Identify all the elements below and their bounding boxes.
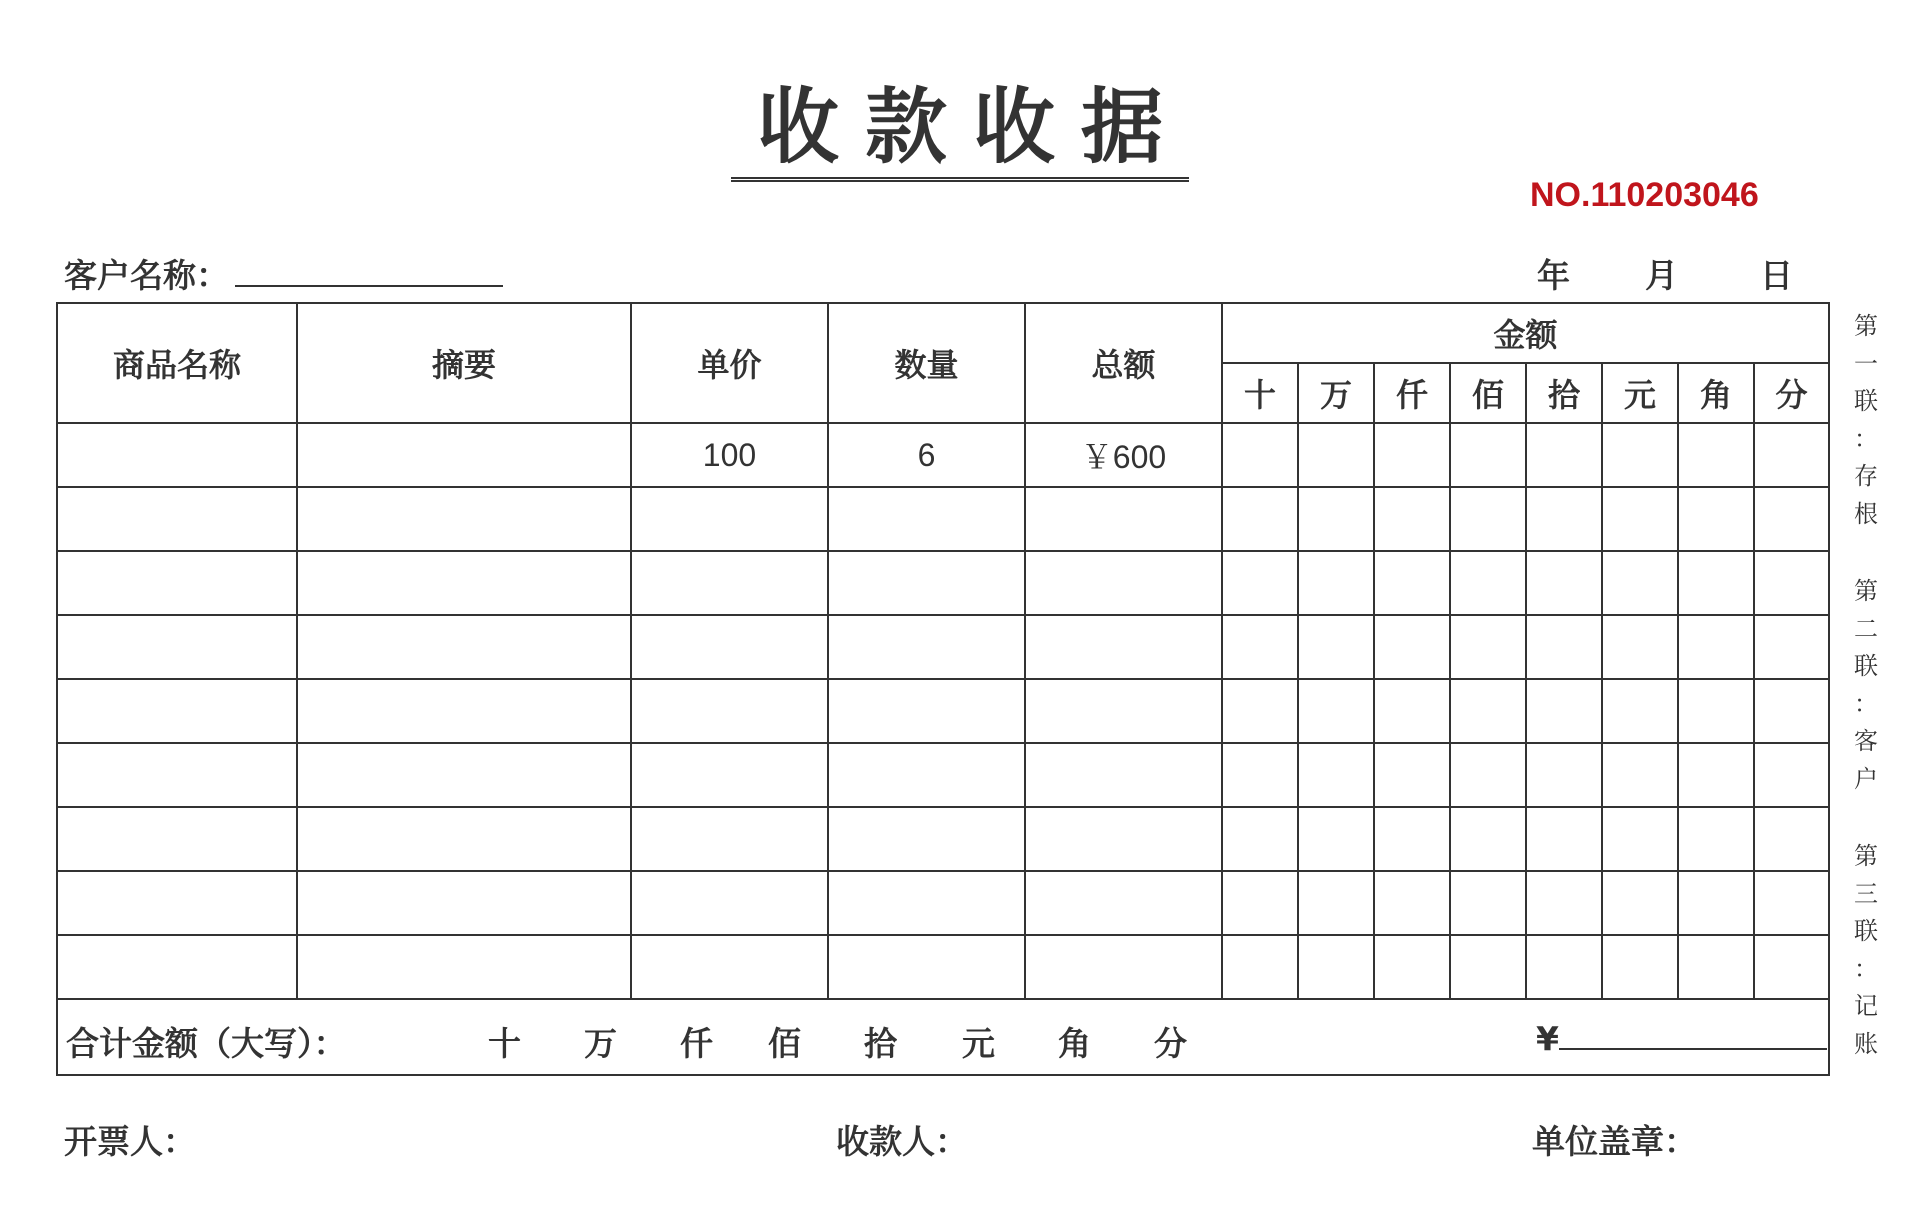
total-amount-label: 合计金额（大写）：	[66, 1024, 347, 1063]
copy-note-char: 客	[1854, 727, 1878, 755]
cell-unit-price[interactable]	[631, 807, 828, 871]
cell-product-name[interactable]	[57, 935, 297, 999]
cell-amount-digit[interactable]	[1526, 423, 1602, 487]
cell-total[interactable]	[1025, 871, 1222, 935]
customer-name-field	[64, 250, 503, 297]
cell-amount-digit[interactable]	[1526, 487, 1602, 551]
cell-amount-digit[interactable]	[1298, 871, 1374, 935]
cell-amount-digit[interactable]	[1374, 423, 1450, 487]
total-unit-label: 十	[488, 1024, 521, 1063]
cell-unit-price[interactable]	[631, 551, 828, 615]
cell-amount-digit[interactable]	[1526, 743, 1602, 807]
copy-note-char: 户	[1854, 764, 1878, 793]
customer-name-label: 客户名称：	[64, 256, 229, 295]
cell-amount-digit[interactable]	[1450, 551, 1526, 615]
cell-amount-digit[interactable]	[1526, 551, 1602, 615]
cell-amount-digit[interactable]	[1602, 423, 1678, 487]
cell-amount-digit[interactable]	[1374, 807, 1450, 871]
table-row	[57, 679, 1829, 743]
cell-amount-digit[interactable]	[1678, 615, 1754, 679]
cell-amount-digit[interactable]	[1374, 935, 1450, 999]
copy-note-char: 存	[1854, 462, 1878, 490]
cell-amount-digit[interactable]	[1602, 871, 1678, 935]
copy-note-char: 联	[1854, 387, 1878, 415]
cell-amount-digit[interactable]	[1526, 871, 1602, 935]
table-row	[57, 807, 1829, 871]
cell-summary[interactable]	[297, 551, 631, 615]
cell-total[interactable]	[1025, 935, 1222, 999]
cell-amount-digit[interactable]	[1374, 871, 1450, 935]
total-amount-cell	[57, 999, 1829, 1075]
cell-amount-digit[interactable]	[1754, 551, 1829, 615]
cell-amount-digit[interactable]	[1602, 615, 1678, 679]
cell-amount-digit[interactable]	[1526, 807, 1602, 871]
cell-quantity[interactable]	[828, 743, 1025, 807]
cell-amount-digit[interactable]	[1678, 679, 1754, 743]
receipt-number: NO.110203046	[1530, 176, 1759, 214]
receipt-title: 收款收据	[0, 62, 1920, 179]
cell-summary[interactable]	[297, 871, 631, 935]
amount-unit-ten: 十	[1222, 363, 1298, 423]
cell-total[interactable]	[1025, 487, 1222, 551]
cell-amount-digit[interactable]	[1450, 487, 1526, 551]
cell-amount-digit[interactable]	[1754, 807, 1829, 871]
cell-amount-digit[interactable]	[1450, 743, 1526, 807]
cell-amount-digit[interactable]	[1374, 615, 1450, 679]
copy-note	[1846, 573, 1886, 798]
issuer-label: 开票人：	[64, 1122, 196, 1161]
copy-note-char: 记	[1854, 992, 1878, 1020]
date-day-label: 日	[1760, 256, 1793, 295]
header-total: 总额	[1025, 303, 1222, 423]
copy-note-char: 联	[1854, 917, 1878, 945]
cell-amount-digit[interactable]	[1678, 487, 1754, 551]
cell-amount-digit[interactable]	[1450, 871, 1526, 935]
cell-amount-digit[interactable]	[1754, 615, 1829, 679]
table-row	[57, 487, 1829, 551]
amount-unit-yuan: 元	[1602, 363, 1678, 423]
cell-unit-price[interactable]	[631, 935, 828, 999]
cell-product-name[interactable]	[57, 871, 297, 935]
total-unit-label: 分	[1154, 1024, 1187, 1063]
cell-unit-price[interactable]	[631, 871, 828, 935]
cell-amount-digit[interactable]	[1298, 679, 1374, 743]
cell-amount-digit[interactable]	[1298, 487, 1374, 551]
amount-unit-fen: 分	[1754, 363, 1829, 423]
cell-amount-digit[interactable]	[1222, 807, 1298, 871]
cell-product-name[interactable]	[57, 487, 297, 551]
cell-amount-digit[interactable]	[1754, 935, 1829, 999]
cell-product-name[interactable]	[57, 423, 297, 487]
cell-quantity[interactable]	[828, 551, 1025, 615]
cell-amount-digit[interactable]	[1298, 615, 1374, 679]
copy-note	[1846, 308, 1886, 533]
cell-quantity[interactable]: 6	[828, 423, 1025, 487]
cell-unit-price[interactable]	[631, 487, 828, 551]
cell-amount-digit[interactable]	[1754, 423, 1829, 487]
copy-note-char: ：	[1854, 954, 1878, 983]
total-unit-label: 万	[584, 1024, 617, 1063]
copy-note-char: 一	[1854, 349, 1878, 378]
copy-note-char: 三	[1854, 879, 1878, 908]
cell-product-name[interactable]	[57, 743, 297, 807]
cell-unit-price[interactable]	[631, 679, 828, 743]
cell-summary[interactable]	[297, 935, 631, 999]
cell-amount-digit[interactable]	[1450, 679, 1526, 743]
receipt-table	[56, 302, 1830, 1076]
cell-total[interactable]: ￥600	[1025, 423, 1222, 487]
cell-amount-digit[interactable]	[1222, 679, 1298, 743]
cell-summary[interactable]	[297, 615, 631, 679]
header-unit-price: 单价	[631, 303, 828, 423]
cell-amount-digit[interactable]	[1374, 487, 1450, 551]
cell-total[interactable]	[1025, 679, 1222, 743]
cell-amount-digit[interactable]	[1754, 743, 1829, 807]
table-row	[57, 871, 1829, 935]
header-amount: 金额	[1222, 303, 1829, 363]
cell-unit-price[interactable]	[631, 615, 828, 679]
cell-summary[interactable]	[297, 807, 631, 871]
total-row	[57, 999, 1829, 1075]
cell-amount-digit[interactable]	[1602, 935, 1678, 999]
cell-amount-digit[interactable]	[1678, 807, 1754, 871]
copy-note	[1846, 838, 1886, 1063]
cell-amount-digit[interactable]	[1678, 935, 1754, 999]
cell-amount-digit[interactable]	[1374, 551, 1450, 615]
total-unit-label: 角	[1058, 1024, 1091, 1063]
copy-note-char: ：	[1854, 424, 1878, 453]
cell-total[interactable]	[1025, 615, 1222, 679]
cell-amount-digit[interactable]	[1678, 871, 1754, 935]
cell-amount-digit[interactable]	[1602, 679, 1678, 743]
payee-label: 收款人：	[836, 1122, 968, 1161]
amount-unit-ten-thousand: 万	[1298, 363, 1374, 423]
cell-amount-digit[interactable]	[1222, 935, 1298, 999]
cell-amount-digit[interactable]	[1526, 615, 1602, 679]
cell-amount-digit[interactable]	[1754, 487, 1829, 551]
cell-amount-digit[interactable]	[1754, 871, 1829, 935]
cell-amount-digit[interactable]	[1526, 935, 1602, 999]
cell-product-name[interactable]	[57, 551, 297, 615]
cell-amount-digit[interactable]	[1222, 487, 1298, 551]
cell-summary[interactable]	[297, 423, 631, 487]
cell-total[interactable]	[1025, 551, 1222, 615]
cell-amount-digit[interactable]	[1222, 551, 1298, 615]
copy-note-char: 二	[1854, 614, 1878, 643]
cell-summary[interactable]	[297, 743, 631, 807]
cell-summary[interactable]	[297, 679, 631, 743]
cell-amount-digit[interactable]	[1678, 743, 1754, 807]
date-year-label: 年	[1537, 256, 1570, 295]
company-seal-label: 单位盖章：	[1532, 1122, 1697, 1161]
cell-amount-digit[interactable]	[1754, 679, 1829, 743]
cell-amount-digit[interactable]	[1374, 743, 1450, 807]
copy-note-char: 第	[1854, 577, 1878, 605]
copy-note-char: 账	[1854, 1029, 1878, 1058]
total-numeric-field[interactable]	[1536, 1018, 1827, 1058]
header-product-name: 商品名称	[57, 303, 297, 423]
cell-total[interactable]	[1025, 743, 1222, 807]
table-row	[57, 743, 1829, 807]
cell-total[interactable]	[1025, 807, 1222, 871]
cell-unit-price[interactable]: 100	[631, 423, 828, 487]
cell-quantity[interactable]	[828, 935, 1025, 999]
cell-amount-digit[interactable]	[1602, 743, 1678, 807]
amount-unit-jiao: 角	[1678, 363, 1754, 423]
cell-unit-price[interactable]	[631, 743, 828, 807]
cell-amount-digit[interactable]	[1602, 807, 1678, 871]
cell-quantity[interactable]	[828, 871, 1025, 935]
copy-note-char: 根	[1854, 499, 1878, 528]
cell-amount-digit[interactable]	[1602, 487, 1678, 551]
cell-amount-digit[interactable]	[1298, 743, 1374, 807]
table-row	[57, 615, 1829, 679]
copy-note-char: ：	[1854, 689, 1878, 718]
cell-amount-digit[interactable]	[1450, 807, 1526, 871]
cell-amount-digit[interactable]	[1298, 423, 1374, 487]
cell-amount-digit[interactable]	[1222, 423, 1298, 487]
header-quantity: 数量	[828, 303, 1025, 423]
total-numeric-blank[interactable]	[1559, 1018, 1827, 1050]
yen-symbol: ¥	[1536, 1019, 1559, 1058]
amount-unit-thousand: 仟	[1374, 363, 1450, 423]
cell-amount-digit[interactable]	[1450, 615, 1526, 679]
amount-unit-tens: 拾	[1526, 363, 1602, 423]
header-summary: 摘要	[297, 303, 631, 423]
cell-amount-digit[interactable]	[1602, 551, 1678, 615]
cell-amount-digit[interactable]	[1222, 743, 1298, 807]
cell-quantity[interactable]	[828, 679, 1025, 743]
cell-amount-digit[interactable]	[1298, 551, 1374, 615]
cell-amount-digit[interactable]	[1298, 935, 1374, 999]
cell-amount-digit[interactable]	[1450, 935, 1526, 999]
copy-notes	[1846, 308, 1886, 1103]
copy-note-char: 第	[1854, 842, 1878, 870]
cell-amount-digit[interactable]	[1526, 679, 1602, 743]
cell-amount-digit[interactable]	[1678, 423, 1754, 487]
date-month-label: 月	[1645, 256, 1678, 295]
cell-product-name[interactable]	[57, 615, 297, 679]
cell-amount-digit[interactable]	[1450, 423, 1526, 487]
cell-amount-digit[interactable]	[1374, 679, 1450, 743]
total-unit-label: 元	[962, 1024, 995, 1063]
copy-note-char: 联	[1854, 652, 1878, 680]
table-row	[57, 935, 1829, 999]
cell-amount-digit[interactable]	[1222, 871, 1298, 935]
total-unit-label: 仟	[680, 1024, 713, 1063]
amount-unit-hundred: 佰	[1450, 363, 1526, 423]
cell-amount-digit[interactable]	[1298, 807, 1374, 871]
cell-summary[interactable]	[297, 487, 631, 551]
cell-quantity[interactable]	[828, 615, 1025, 679]
cell-product-name[interactable]	[57, 807, 297, 871]
cell-quantity[interactable]	[828, 487, 1025, 551]
total-unit-label: 佰	[768, 1024, 801, 1063]
cell-amount-digit[interactable]	[1678, 551, 1754, 615]
table-row	[57, 551, 1829, 615]
cell-amount-digit[interactable]	[1222, 615, 1298, 679]
copy-note-char: 第	[1854, 312, 1878, 340]
total-unit-label: 拾	[864, 1024, 897, 1063]
table-row	[57, 423, 1829, 487]
cell-quantity[interactable]	[828, 807, 1025, 871]
cell-product-name[interactable]	[57, 679, 297, 743]
customer-name-blank[interactable]	[235, 255, 503, 287]
